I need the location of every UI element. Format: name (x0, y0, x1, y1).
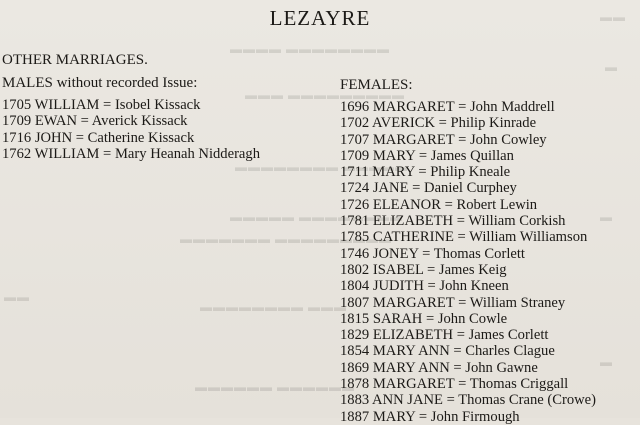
list-item: 1878 MARGARET = Thomas Criggall (340, 376, 569, 393)
bleed-through-text: ▬▬ (600, 10, 626, 24)
list-item: 1709 MARY = James Quillan (340, 147, 514, 164)
bleed-through-text: ▬▬▬▬▬▬▬▬ ▬▬▬▬▬ (235, 160, 408, 174)
bleed-through-text: ▬▬ (4, 290, 30, 304)
list-item: 1854 MARY ANN = Charles Clague (340, 343, 555, 360)
section-heading: OTHER MARRIAGES. (2, 52, 148, 68)
bleed-through-text: ▬ (605, 60, 618, 74)
bleed-through-text: ▬▬▬▬ ▬▬▬▬▬▬▬▬ (230, 42, 390, 56)
females-subheading: FEMALES: (340, 77, 413, 93)
list-item: 1711 MARY = Philip Kneale (340, 164, 511, 181)
list-item: 1869 MARY ANN = John Gawne (340, 359, 538, 376)
list-item: 1883 ANN JANE = Thomas Crane (Crowe) (340, 392, 597, 409)
list-item: 1802 ISABEL = James Keig (340, 261, 507, 278)
males-subheading: MALES without recorded Issue: (2, 75, 198, 91)
bleed-through-text: ▬ (600, 355, 613, 369)
bleed-through-text: ▬▬▬ ▬▬▬▬▬▬▬▬▬ (245, 88, 405, 102)
list-item: 1762 WILLIAM = Mary Heanah Nidderagh (2, 145, 261, 162)
list-item: 1716 JOHN = Catherine Kissack (2, 129, 195, 146)
list-item: 1804 JUDITH = John Kneen (340, 278, 509, 295)
list-item: 1702 AVERICK = Philip Kinrade (340, 115, 537, 132)
list-item: 1696 MARGARET = John Maddrell (340, 99, 555, 115)
bleed-through-text: ▬▬▬▬▬▬▬▬ ▬▬▬ (200, 300, 347, 314)
list-item: 1705 WILLIAM = Isobel Kissack (2, 97, 201, 113)
page-title: LEZAYRE (269, 6, 371, 30)
list-item: 1726 ELEANOR = Robert Lewin (340, 196, 538, 213)
bleed-through-text: ▬▬▬▬▬▬▬ ▬▬▬▬▬▬▬▬▬ (180, 232, 392, 246)
list-item: 1887 MARY = John Firmough (340, 408, 520, 425)
list-item: 1807 MARGARET = William Straney (340, 294, 566, 311)
list-item: 1709 EWAN = Averick Kissack (2, 113, 188, 130)
list-item: 1707 MARGARET = John Cowley (340, 131, 547, 148)
list-item: 1815 SARAH = John Cowle (340, 310, 508, 327)
bleed-through-text: ▬▬▬▬▬▬ ▬▬▬▬▬▬ (195, 380, 355, 394)
females-list (340, 99, 596, 425)
bleed-through-text: ▬ (600, 210, 613, 224)
list-item: 1746 JONEY = Thomas Corlett (340, 245, 525, 262)
bleed-through-text: ▬▬▬▬▬ ▬▬▬▬▬▬▬▬ (230, 210, 403, 224)
males-list (2, 97, 260, 162)
list-item: 1781 ELIZABETH = William Corkish (340, 213, 566, 230)
list-item: 1724 JANE = Daniel Curphey (340, 180, 517, 197)
list-item: 1829 ELIZABETH = James Corlett (340, 327, 549, 344)
list-item: 1785 CATHERINE = William Williamson (340, 229, 588, 246)
